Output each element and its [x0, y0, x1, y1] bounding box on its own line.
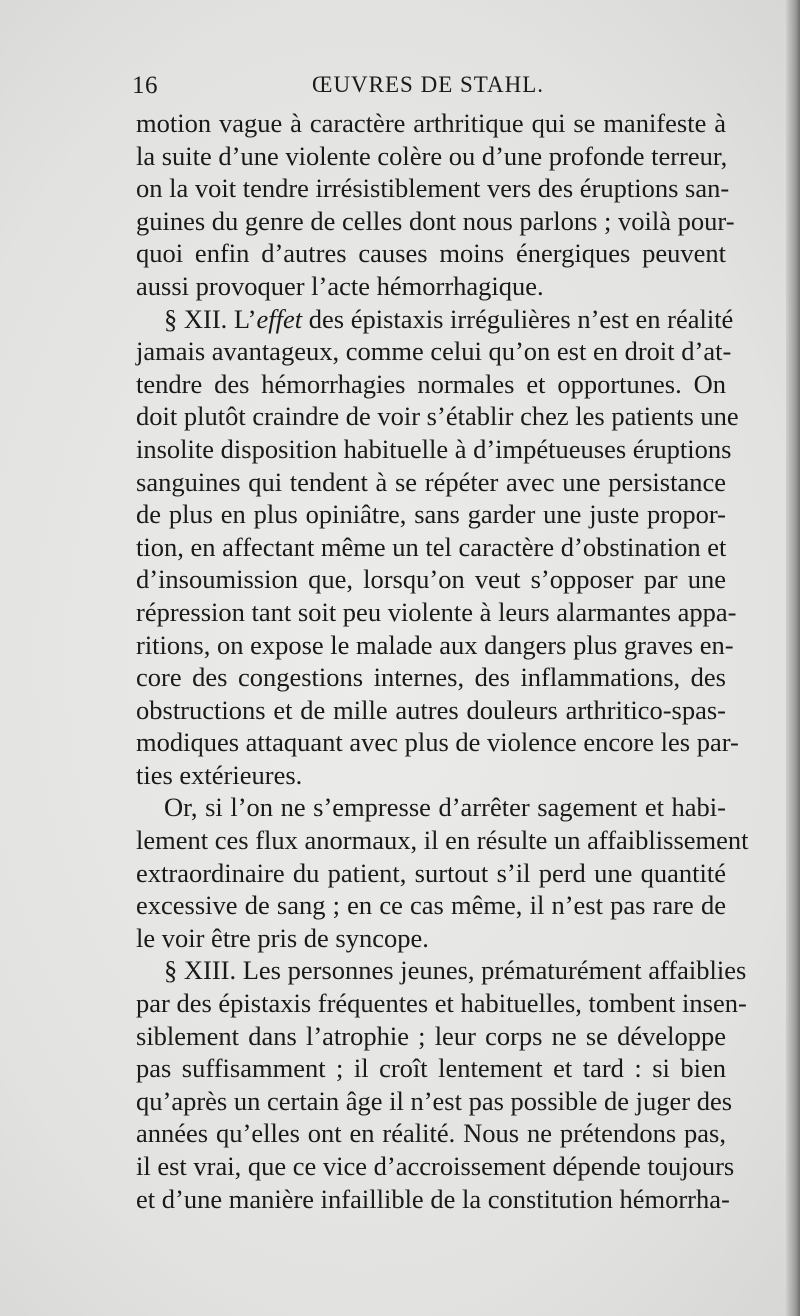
- text-line: § XIII. Les personnes jeunes, prématurément affaiblies: [164, 955, 747, 986]
- text-line: insolite disposition habituelle à d’impétueuses éruptions: [136, 433, 732, 464]
- text-line: par des épistaxis fréquentes et habituelles, tombent insen-: [136, 988, 747, 1019]
- text-line: extraordinaire du patient, surtout s’il perd une quantité: [136, 857, 726, 888]
- text-line: sanguines qui tendent à se répéter avec une persistance: [136, 466, 726, 497]
- text-line: obstructions et de mille autres douleurs arthritico-spas-: [136, 694, 726, 725]
- text-line: jamais avantageux, comme celui qu’on est en droit d’at-: [136, 336, 732, 367]
- page-header: [132, 72, 632, 106]
- text-line: qu’après un certain âge il n’est pas possible de juger des: [136, 1085, 733, 1116]
- text-line: tion, en affectant même un tel caractère d’obstination et: [136, 531, 727, 562]
- page-edge-shadow: [786, 0, 800, 1316]
- page-number: 16: [132, 72, 158, 99]
- text-run: § XII. L’: [164, 303, 257, 334]
- text-line: la suite d’une violente colère ou d’une profonde terreur,: [136, 140, 728, 171]
- body-text: [136, 107, 749, 1215]
- text-line: excessive de sang ; en ce cas même, il n’est pas rare de: [136, 890, 726, 921]
- text-run: des épistaxis irrégulières n’est en réalité: [302, 303, 734, 334]
- text-line: Or, si l’on ne s’empresse d’arrêter sagement et habi-: [164, 792, 726, 823]
- running-title: ŒUVRES DE STAHL.: [312, 72, 545, 97]
- text-line: guines du genre de celles dont nous parlons ; voilà pour-: [136, 205, 735, 236]
- text-line: ritions, on expose le malade aux dangers plus graves en-: [136, 629, 734, 660]
- text-line: lement ces flux anormaux, il en résulte un affaiblissement: [136, 825, 749, 856]
- text-line: répression tant soit peu violente à leurs alarmantes appa-: [136, 596, 737, 627]
- text-line: tendre des hémorrhagies normales et opportunes. On: [136, 368, 726, 399]
- text-line: modiques attaquant avec plus de violence encore les par-: [136, 727, 739, 758]
- text-line: ties extérieures.: [136, 759, 303, 790]
- text-line: doit plutôt craindre de voir s’établir chez les patients une: [136, 401, 739, 432]
- text-line: et d’une manière infaillible de la constitution hémorrha-: [136, 1183, 730, 1214]
- text-line: motion vague à caractère arthritique qui se manifeste à: [136, 108, 726, 138]
- text-line: on la voit tendre irrésistiblement vers des éruptions san-: [136, 173, 730, 204]
- text-line: années qu’elles ont en réalité. Nous ne prétendons pas,: [136, 1118, 726, 1149]
- text-line: il est vrai, que ce vice d’accroissement dépende toujours: [136, 1151, 735, 1181]
- text-line: siblement dans l’atrophie ; leur corps ne se développe: [136, 1020, 726, 1051]
- text-line: aussi provoquer l’acte hémorrhagique.: [136, 270, 544, 301]
- text-line: le voir être pris de syncope.: [136, 922, 429, 953]
- text-line: pas suffisamment ; il croît lentement et tard : si bien: [136, 1053, 726, 1084]
- italic-text-run: effet: [256, 303, 303, 334]
- text-line: d’insoumission que, lorsqu’on veut s’opposer par une: [136, 564, 726, 595]
- text-line: de plus en plus opiniâtre, sans garder une juste propor-: [136, 499, 726, 530]
- text-line: quoi enfin d’autres causes moins énergiques peuvent: [136, 238, 726, 269]
- text-line: [136, 303, 734, 336]
- text-line: core des congestions internes, des inflammations, des: [136, 662, 726, 693]
